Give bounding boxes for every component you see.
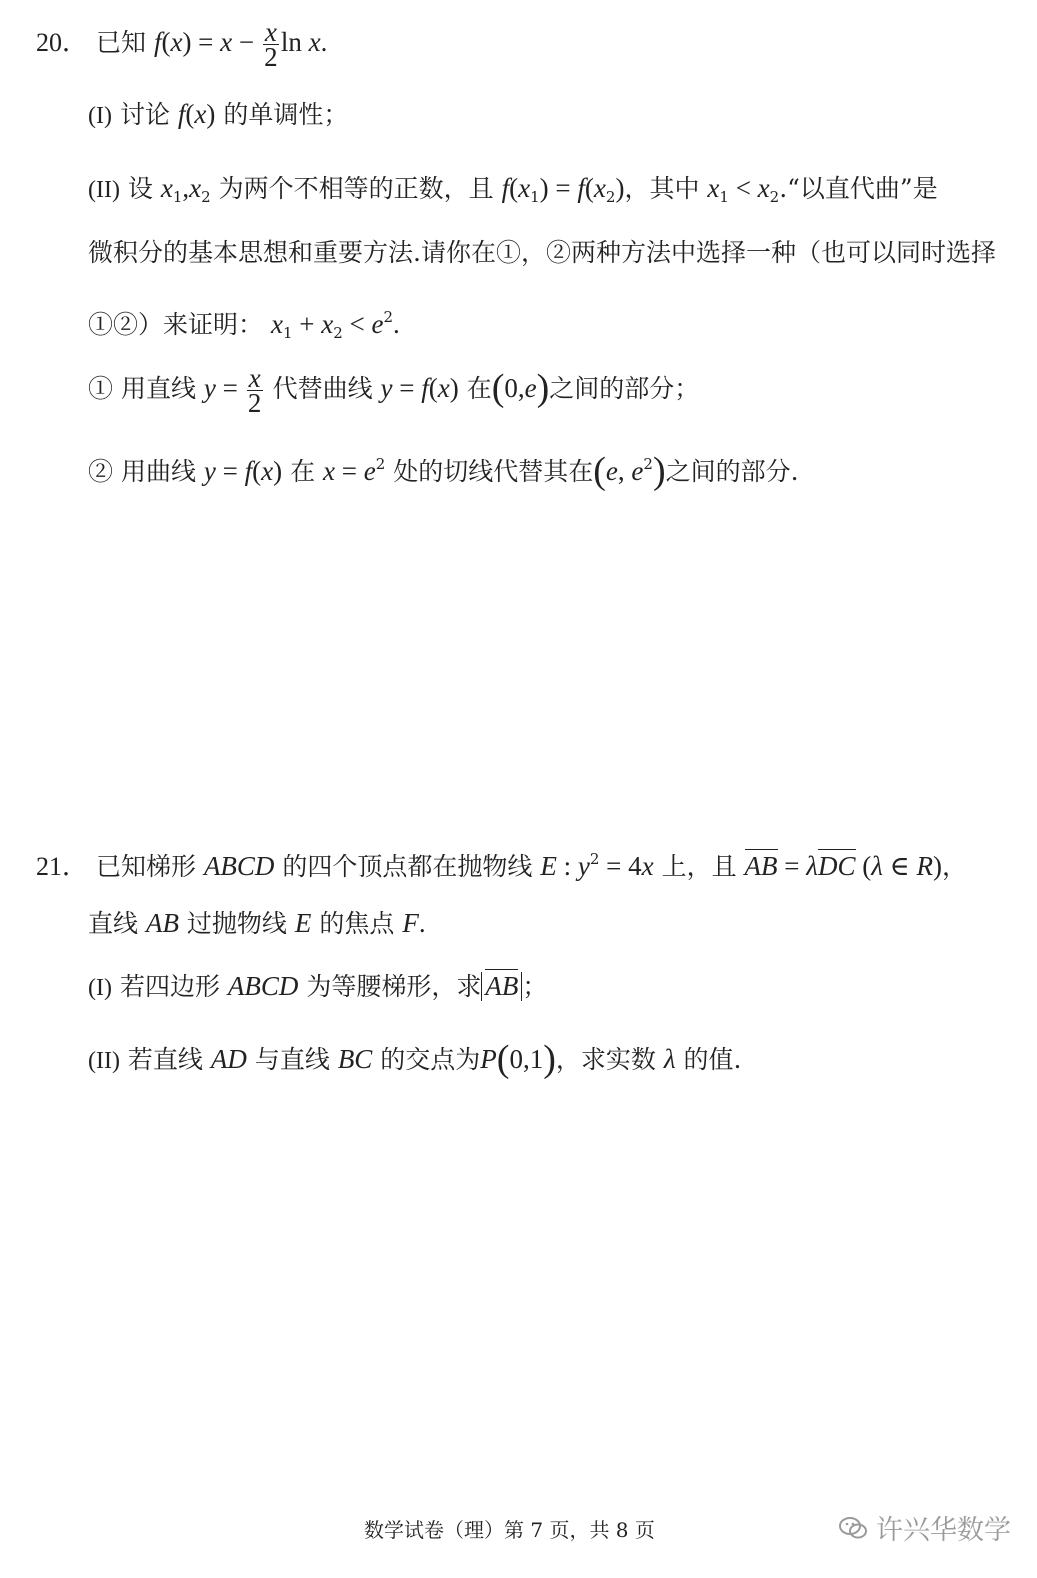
q21-part1-text-1: 若四边形 <box>119 972 220 1001</box>
q21-line2-text-b: 过抛物线 <box>186 909 287 938</box>
part-label-1: (I) <box>88 103 112 129</box>
q20-part-2-line-2: 微积分的基本思想和重要方法.请你在①，②两种方法中选择一种（也可以同时选择 <box>88 238 996 267</box>
q20-part2-text-4: .“以直代曲”是 <box>779 174 938 203</box>
q21-part2-text-3: 的交点为 <box>380 1045 481 1074</box>
q20-part2-text-5: ①②）来证明： <box>88 310 264 339</box>
wechat-icon <box>838 1515 868 1541</box>
q20-option2-text-3: 处的切线代替其在 <box>393 457 594 486</box>
q20-line-1: 20． 已知 f(x) = x − $\frac{x}{2}$ ln x. <box>36 17 328 72</box>
q21-line2-text-a: 直线 <box>88 909 139 938</box>
q20-part-2-line-1: (II) 设 $x_1,x_2$ 为两个不相等的正数，且 $f(x_1) = f(x_2)$，其中 $x_1$ < $x_2.“$以直代曲”是 <box>88 173 938 206</box>
q20-part1-text-a: 讨论 <box>119 100 170 129</box>
q20-option-1: ① 用直线 y = $\frac{x}{2}$ 代替曲线 y = f(x) 在(0,e)之间的部分； <box>88 363 700 418</box>
q20-option2-text-2: 在 <box>290 457 316 486</box>
q20-part2-text-2: 为两个不相等的正数，且 <box>218 174 494 203</box>
q21-text-3: 上，且 <box>661 852 737 881</box>
q21-part1-text-2: 为等腰梯形，求 <box>306 972 482 1001</box>
q21-text-2: 的四个顶点都在抛物线 <box>282 852 533 881</box>
q20-option1-text-2: 代替曲线 <box>272 374 373 403</box>
q20-fraction-x-over-2: $\frac{x}{2}$ <box>264 17 278 72</box>
watermark-text: 许兴华数学 <box>876 1515 1011 1546</box>
q20-part-2-line-3: ①②）来证明： $x_1 + x_2 < e^2$. <box>88 308 400 342</box>
q21-line2-text-d: . <box>418 908 426 938</box>
q21-part2-text-2: 与直线 <box>254 1045 330 1074</box>
q20-function-def: f <box>153 27 162 57</box>
abs-vector-AB: AB <box>481 972 522 1001</box>
q20-option1-fraction: $\frac{x}{2}$ <box>247 363 262 418</box>
q21-part1-text-3: ； <box>522 972 548 1001</box>
vector-AB: AB <box>744 851 778 881</box>
q21-line-2: 直线 AB 过抛物线 E 的焦点 F. <box>88 908 426 938</box>
q21-part2-text-5: 的值. <box>683 1045 742 1074</box>
q21-part-label-1: (I) <box>88 975 112 1001</box>
page-footer: 数学试卷（理）第 7 页，共 8 页 <box>364 1518 655 1542</box>
q20-option1-text-3: 在 <box>466 374 492 403</box>
q21-part-1: (I) 若四边形 ABCD 为等腰梯形，求 AB ； <box>88 971 548 1001</box>
q20-intro: 已知 <box>95 28 146 57</box>
q20-option-2: ② 用曲线 y = f(x) 在 $x = e^2$ 处的切线代替其在(e, $e^2$)之间的部分. <box>88 450 799 492</box>
q21-line-1: 21． 已知梯形 ABCD 的四个顶点都在抛物线 E : $y^2 = 4x$ 上，且 AB = λDC (λ ∈ R)， <box>36 850 967 881</box>
q20-option1-label: ① 用直线 <box>88 374 196 403</box>
watermark <box>838 1508 1011 1547</box>
q21-part2-text-4: ，求实数 <box>555 1045 656 1074</box>
q20-part-1: (I) 讨论 f(x) 的单调性； <box>88 99 349 129</box>
q20-option2-text-4: 之间的部分. <box>665 457 799 486</box>
q20-part2-text-3: ，其中 <box>624 174 700 203</box>
q21-text-1: 已知梯形 <box>95 852 196 881</box>
q21-line2-text-c: 的焦点 <box>319 909 395 938</box>
q20-number: 20． <box>36 28 89 57</box>
part-label-2: (II) <box>88 177 120 203</box>
q21-number: 21． <box>36 852 89 881</box>
q21-part2-text-1: 若直线 <box>127 1045 203 1074</box>
q20-option1-text-4: 之间的部分； <box>549 374 700 403</box>
q20-option2-label: ② 用曲线 <box>88 457 196 486</box>
q20-part2-text-1: 设 <box>127 174 153 203</box>
vector-DC: DC <box>817 851 856 881</box>
q20-part1-text-b: 的单调性； <box>223 100 349 129</box>
q21-part-label-2: (II) <box>88 1048 120 1074</box>
q21-part-2: (II) 若直线 AD 与直线 BC 的交点为P(0,1)，求实数 λ 的值. <box>88 1038 742 1080</box>
